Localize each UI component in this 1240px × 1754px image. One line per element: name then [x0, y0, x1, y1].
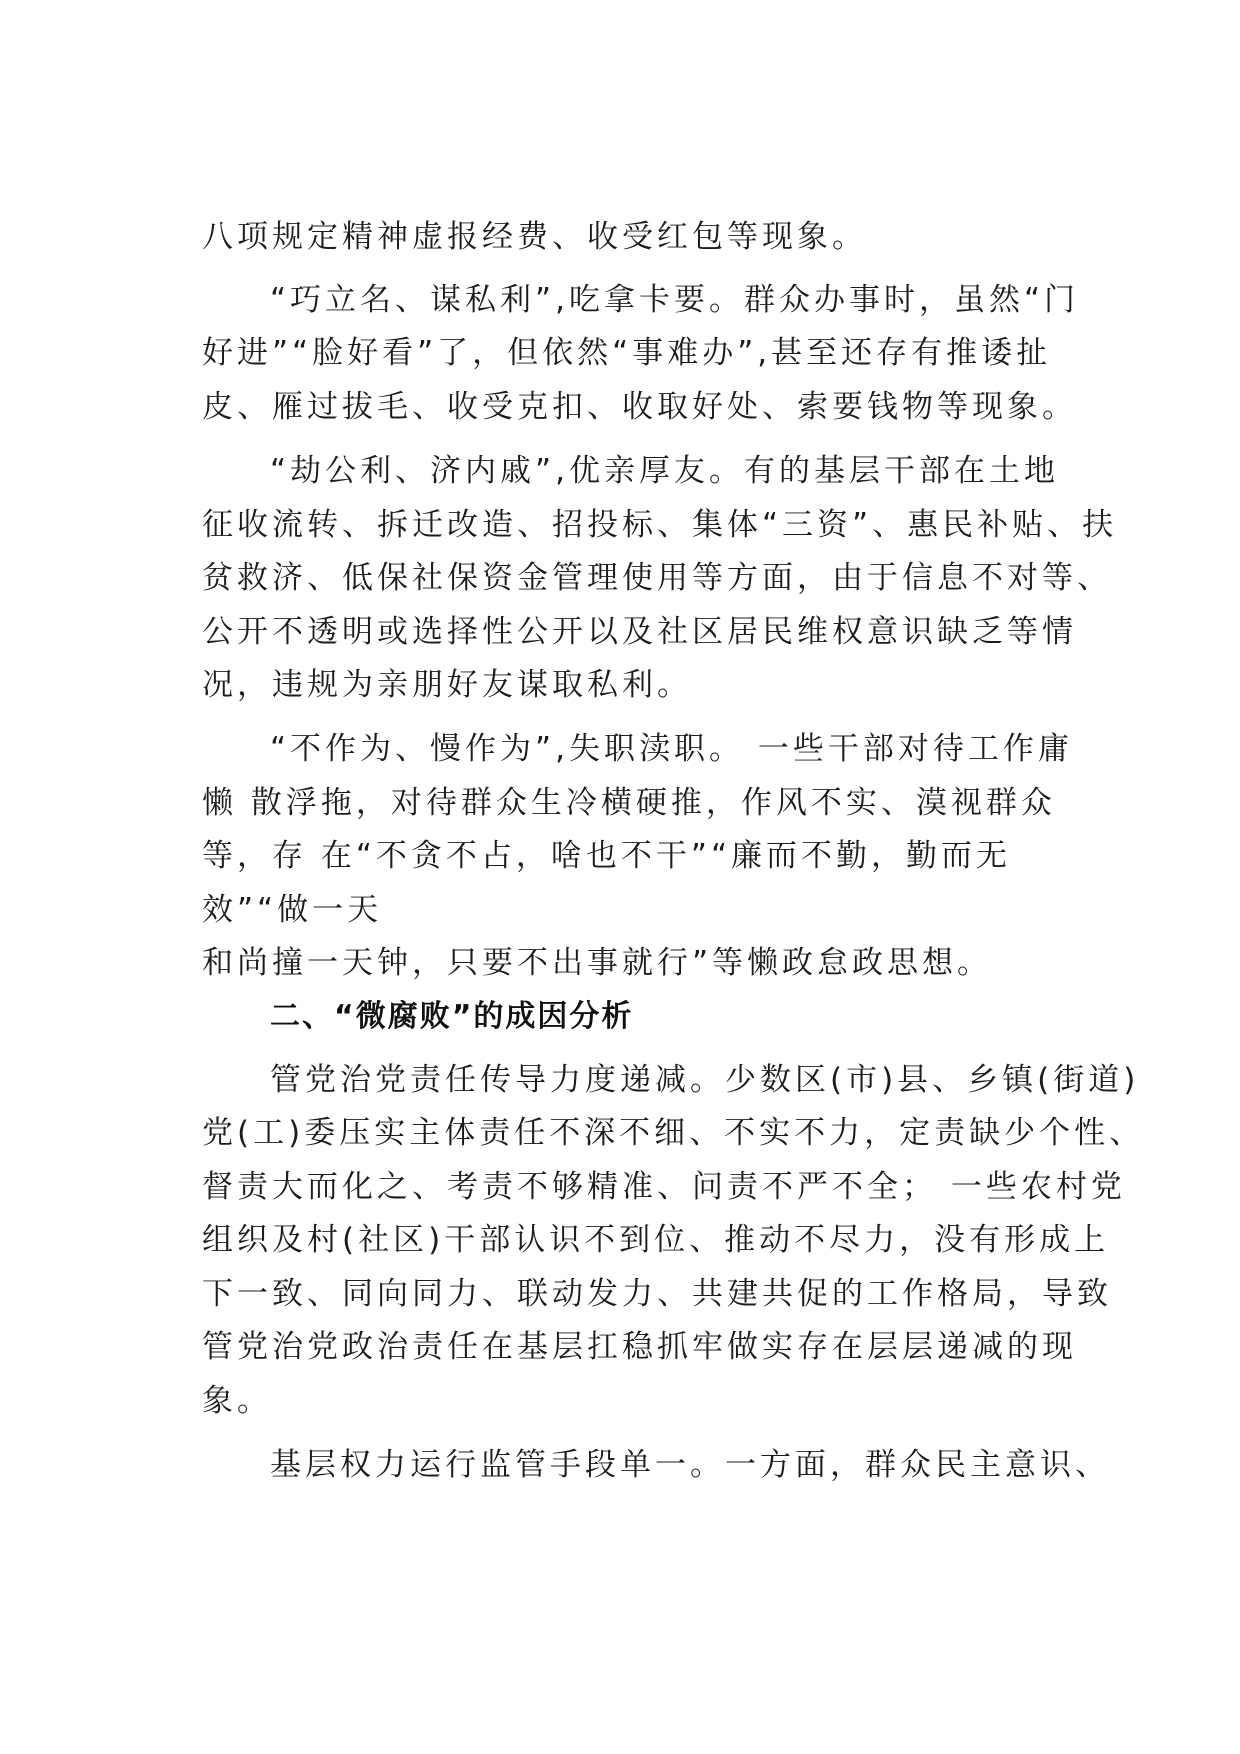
paragraph-6-line-1: 基层权力运行监管手段单一。一方面，群众民主意识、: [270, 1447, 1110, 1483]
paragraph-5-line-3: 督责大而化之、考责不够精准、问责不严不全； 一些农村党: [202, 1169, 1126, 1205]
paragraph-4-line-2: 懒 散浮拖，对待群众生冷横硬推，作风不实、漠视群众: [202, 785, 1056, 821]
paragraph-5-line-7: 象。: [202, 1383, 272, 1419]
paragraph-2-line-3: 皮、雁过拔毛、收受克扣、收取好处、索要钱物等现象。: [202, 389, 1077, 425]
paragraph-3-line-4: 公开不透明或选择性公开以及社区居民维权意识缺乏等情: [202, 614, 1077, 650]
paragraph-3-line-2: 征收流转、拆迁改造、招投标、集体“三资”、惠民补贴、扶: [202, 507, 1118, 543]
paragraph-5-line-2: 党(工)委压实主体责任不深不细、不实不力，定责缺少个性、: [202, 1115, 1145, 1151]
paragraph-3-line-3: 贫救济、低保社保资金管理使用等方面，由于信息不对等、: [202, 560, 1112, 596]
paragraph-3-line-5: 况，违规为亲朋好友谋取私利。: [202, 667, 692, 703]
paragraph-3-line-1: “劫公利、济内戚”,优亲厚友。有的基层干部在土地: [270, 453, 1059, 489]
paragraph-4-line-4: 效”“做一天: [202, 892, 383, 928]
paragraph-4-line-1: “不作为、慢作为”,失职渎职。 一些干部对待工作庸: [270, 731, 1073, 767]
paragraph-4-line-5: 和尚撞一天钟，只要不出事就行”等懒政怠政思想。: [202, 945, 993, 981]
paragraph-4-line-3: 等，存 在“不贪不占，啥也不干”“廉而不勤，勤而无: [202, 838, 1012, 874]
paragraph-5-line-5: 下一致、同向同力、联动发力、共建共促的工作格局，导致: [202, 1276, 1112, 1312]
paragraph-2-line-1: “巧立名、谋私利”,吃拿卡要。群众办事时，虽然“门: [270, 282, 1080, 318]
paragraph-2-line-2: 好进”“脸好看”了，但依然“事难办”,甚至还存有推诿扯: [202, 335, 1052, 371]
paragraph-1-line-1: 八项规定精神虚报经费、收受红包等现象。: [202, 219, 867, 255]
paragraph-5-line-4: 组织及村(社区)干部认识不到位、推动不尽力，没有形成上: [202, 1222, 1110, 1258]
paragraph-5-line-1: 管党治党责任传导力度递减。少数区(市)县、乡镇(街道): [270, 1062, 1140, 1098]
section-heading: 二、“微腐败”的成因分析: [270, 999, 634, 1034]
paragraph-5-line-6: 管党治党政治责任在基层扛稳抓牢做实存在层层递减的现: [202, 1329, 1077, 1365]
